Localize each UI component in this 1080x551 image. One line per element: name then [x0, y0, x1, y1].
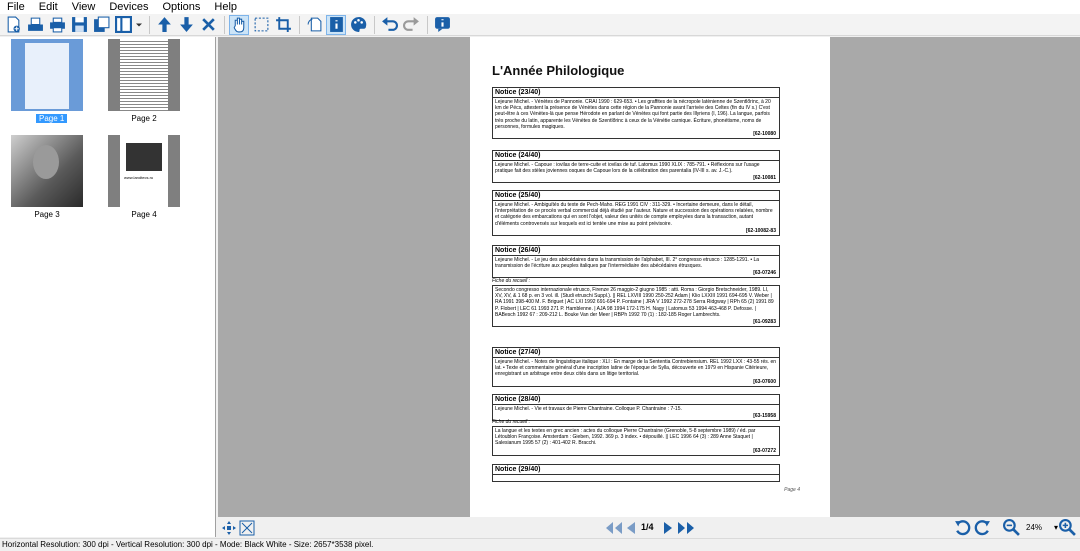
undo-icon[interactable]: [379, 15, 399, 35]
thumbnail-page-1[interactable]: [11, 39, 83, 124]
toolbar-separator: [299, 16, 300, 34]
recueil-block: [492, 426, 780, 456]
notice-block: [492, 394, 780, 421]
document-info-icon[interactable]: [326, 15, 346, 35]
print-icon[interactable]: [47, 15, 67, 35]
zoom-select[interactable]: [1024, 520, 1060, 535]
thumbnail-page-2[interactable]: [108, 39, 180, 123]
menu-view[interactable]: View: [71, 1, 96, 13]
notice-header: Notice (27/40): [493, 348, 779, 358]
thumbnail-page-preview: [120, 39, 168, 111]
page-number: Page 4: [784, 487, 800, 493]
color-palette-icon[interactable]: [348, 15, 368, 35]
notice-ref: [62-10080: [753, 131, 776, 138]
toolbar-separator: [427, 16, 428, 34]
previous-page-icon[interactable]: [624, 520, 638, 535]
notice-block: [492, 464, 780, 482]
recueil-ref: [61-09283: [753, 319, 776, 326]
notice-header: Notice (29/40): [493, 465, 779, 475]
zoom-dropdown-icon: ▾: [1053, 523, 1058, 532]
thumbnail-page-preview: [25, 43, 69, 109]
thumbnail-image: [108, 135, 180, 207]
select-area-icon[interactable]: [251, 15, 271, 35]
thumbnail-picture: [126, 143, 162, 171]
move-down-icon[interactable]: [176, 15, 196, 35]
toolbar: [0, 14, 1080, 36]
recueil-ref: [63-07272: [753, 447, 776, 454]
notice-ref: [62-10082-83: [745, 227, 776, 234]
fiche-label: Fiche du recueil :: [492, 278, 531, 284]
notice-block: [492, 245, 780, 278]
document-viewer[interactable]: [218, 37, 1080, 517]
toolbar-separator: [149, 16, 150, 34]
thumbnail-page-4[interactable]: [108, 135, 180, 219]
notice-body: Lejeune Michel. - Ambiguïtés du texte de Pech-Maho. REG 1991 CIV : 311-329. • Incertaine demeure, dans le détail, l'interprétation de ce procès verbal commercial déjà étudié par l'auteur. Nature et succession des opérations relatées, nombre et catégorie des embarcations qui en sont l'objet, valeur des unités de compte employées dans la transaction, autant d'éléments controversés sur lesquels est ici tentée une mise au point prévisoire.: [495, 202, 773, 227]
thumbnail-label: Page 4: [131, 210, 157, 219]
thumbnail-caption: www.landtecs.ru: [124, 175, 154, 180]
menu-options[interactable]: Options: [162, 1, 201, 13]
rotate-right-icon[interactable]: [973, 518, 992, 537]
menu-devices[interactable]: Devices: [109, 1, 149, 13]
toolbar-separator: [374, 16, 375, 34]
status-bar: Horizontal Resolution: 300 dpi - Vertical Resolution: 300 dpi - Mode: Black White - Size: 2657*3538 pixel.: [0, 538, 1080, 550]
notice-header: Notice (26/40): [493, 246, 779, 256]
delete-icon[interactable]: [198, 15, 218, 35]
thumbnail-page-3[interactable]: [11, 135, 83, 219]
thumbnail-label: Page 3: [34, 210, 60, 219]
notice-body: Lejeune Michel. - Le jeu des abécédaires dans la transmission de l'alphabet, III. 2° congresso etrusco : 1285-1291. • La transmission de l'écriture aux peuples italiques par l'intermédiaire des abécédaires étrusques.: [495, 257, 760, 270]
navigation-bar: [218, 517, 1080, 538]
move-up-icon[interactable]: [154, 15, 174, 35]
rotate-page-icon[interactable]: [304, 15, 324, 35]
fit-width-icon[interactable]: [238, 519, 255, 536]
notice-ref: [62-10081: [753, 175, 776, 182]
notice-body: Lejeune Michel. - Vie et travaux de Pierre Chantraine. Colloque P. Chantraine : 7-15.: [495, 406, 682, 412]
menu-file[interactable]: File: [7, 1, 25, 13]
save-as-icon[interactable]: [91, 15, 111, 35]
document-page: [470, 37, 830, 517]
document-title: L'Année Philologique: [492, 63, 625, 78]
save-icon[interactable]: [69, 15, 89, 35]
zoom-in-icon[interactable]: [1058, 518, 1077, 537]
page-indicator: 1/4: [641, 522, 654, 532]
thumbnail-image: [11, 39, 83, 111]
menu-help[interactable]: Help: [214, 1, 238, 13]
thumbnail-label: Page 2: [131, 114, 157, 123]
notice-body: Lejeune Michel. - Capoue : iovilas de terre-cuite et iovilas de tuf. Latomus 1990 XLIX : 785-791. • Réflexions sur l'usage pratique fait des stèles joviennes osques de Capoue lors de la célébration des parentalia (IV-III s. av. J.-C.).: [495, 162, 760, 175]
new-document-icon[interactable]: [3, 15, 23, 35]
toolbar-separator: [224, 16, 225, 34]
thumbnail-page-preview: [120, 135, 168, 207]
fiche-label: Fiche du recueil :: [492, 419, 531, 425]
notice-block: [492, 87, 780, 139]
layout-icon[interactable]: [113, 15, 133, 35]
crop-icon[interactable]: [273, 15, 293, 35]
thumbnail-image: [108, 39, 180, 111]
about-icon[interactable]: [432, 15, 452, 35]
recueil-body: La langue et les textes en grec ancien : actes du colloque Pierre Chantraine (Grenoble, 5-8 septembre 1989) / éd. par Létoublon Françoise. Amsterdam : Gieben, 1992. 369 p. 3 index. • dépouillé. || LEC 1996 64 (3) : 289 Anne Staquet | Salesianum 1995 57 (2) : 401-402 R. Bracchi.: [495, 428, 756, 447]
redo-icon[interactable]: [401, 15, 421, 35]
menu-edit[interactable]: Edit: [38, 1, 58, 13]
thumbnail-panel: [0, 37, 216, 537]
notice-body: Lejeune Michel. - Notes de linguistique italique : XLI : En marge de la Sententia Contrebiensium. REL 1992 LXX : 43-55 rés. en lat. • Texte et commentaire général d'une inscription latine de l'époque de Sylla, découverte en 1979 en Hispanie Citérieure, enregistrant un arbitrage entre deux cités dans un litige territorial.: [495, 359, 777, 378]
pan-hand-icon[interactable]: [229, 15, 249, 35]
recueil-body: Secondo congresso internazionale etrusco, Firenze 26 maggio-2 giugno 1985 : atti. Roma : Giorgio Bretschneider, 1989. LI, XV, XV, & 1 68 p. en 3 vol. ill. (Studi etruschi Suppl.). || REL LXVIII 1990 250-252 Adam | Klio LXXIII 1991 694-695 V. Weber | RA 1991 398-400 M. F. Briguet | AC LXI 1992 691-694 P. Fontaine | JRA V 1992 272-278 Serra Ridgway | RPh 65 (2) 1991 89 P. Flobert | LEC 61 1993 271 P. Hamblenne. | AJA 98 1994 172-175 H. Nagy | Latomus 53 1994 463-468 P. Defosse. | BABesch 1992 67 : 209-212 L. Bouke Van der Meer | RBPh 1992 70 (1) : 182-185 Roger Lambrechts.: [495, 287, 774, 318]
thumbnail-label: Page 1: [36, 114, 67, 123]
thumbnail-photo-shape: [33, 145, 59, 179]
notice-ref: [63-07600: [753, 378, 776, 385]
scan-icon[interactable]: [25, 15, 45, 35]
notice-block: [492, 150, 780, 183]
last-page-icon[interactable]: [676, 520, 696, 535]
recueil-block: [492, 285, 780, 327]
next-page-icon[interactable]: [661, 520, 675, 535]
notice-header: Notice (25/40): [493, 191, 779, 201]
notice-header: Notice (28/40): [493, 395, 779, 405]
notice-ref: [63-07246: [753, 270, 776, 277]
notice-block: [492, 347, 780, 387]
menu-bar: [0, 0, 1080, 14]
zoom-value: 24%: [1026, 523, 1043, 532]
dropdown-arrow-icon[interactable]: [135, 15, 143, 35]
notice-block: [492, 190, 780, 236]
thumbnail-image: [11, 135, 83, 207]
fit-page-icon[interactable]: [220, 519, 237, 536]
notice-ref: [63-15958: [753, 413, 776, 420]
notice-body: Lejeune Michel. - Vénètes de Pannonie. CRAI 1990 : 629-653. • Les graffites de la nécropole latènienne de Szentlőrinc, à 20 km de Pécs, attestent la présence de Vénètes dans cette région de la Pannonie avant l'arrivée des Celtes (fin du IV s.) C'est peut-être à ces Vénètes-là que pense Hérodote en parlant de Vénètes qui font partie des Illyriens (I, 196). La langue, parfois très proche du latin, apparente les Vénètes de Szentlőrinc à ceux de la Vénétie carnique. Écriture, phonétisme, noms de personnes, formules magiques.: [495, 99, 771, 130]
rotate-left-icon[interactable]: [953, 518, 972, 537]
zoom-out-icon[interactable]: [1002, 518, 1021, 537]
first-page-icon[interactable]: [604, 520, 624, 535]
notice-header: Notice (24/40): [493, 151, 779, 161]
notice-header: Notice (23/40): [493, 88, 779, 98]
